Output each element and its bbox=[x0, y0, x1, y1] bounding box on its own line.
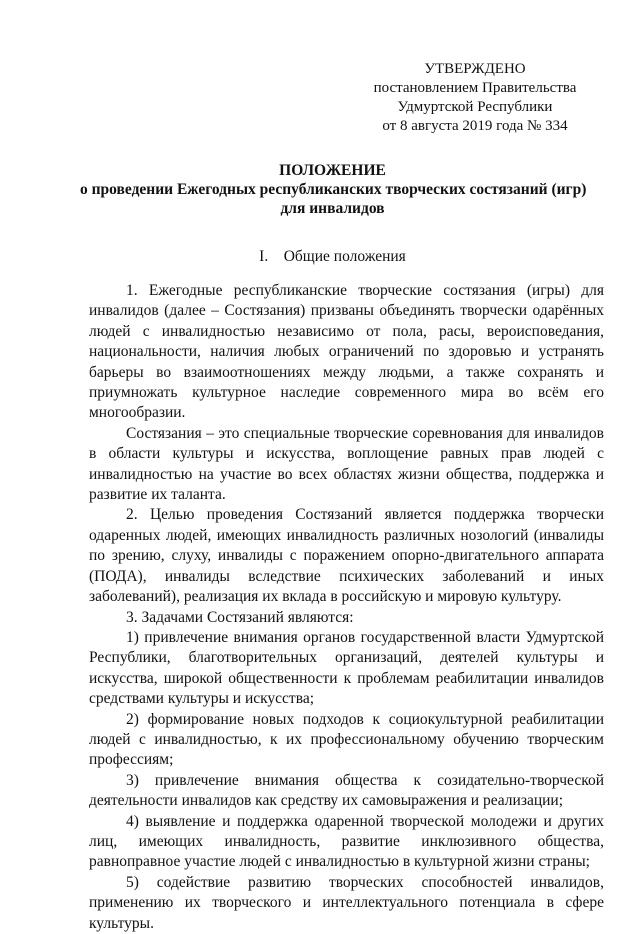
paragraph-1: 1. Ежегодные республиканские творческие состязания (игры) для инвалидов (далее – Состязания) призваны объединять творчески одарённых людей с инвалидностью независимо от пола, расы, вероисповедания, национальности, наличия любых ограничений по здоровью и устранять барьеры во взаимоотношениях между людьми, а также сохранять и приумножать культурное наследие современного мира во всём его многообразии. bbox=[89, 282, 604, 422]
paragraph-8: 4) выявление и поддержка одаренной творческой молодежи и других лиц, имеющих инвалидность, развитие инклюзивного общества, равноправное участие людей с инвалидностью в культурной жизни страны; bbox=[89, 812, 604, 871]
paragraph-2: Состязания – это специальные творческие соревнования для инвалидов в области культуры и искусства, воплощение равных прав людей с инвалидностью на участие во всех областях жизни общества, поддержка и развитие их таланта. bbox=[89, 424, 604, 504]
document-body bbox=[89, 281, 604, 934]
paragraph-9: 5) содействие развитию творческих способностей инвалидов, применению их творческого и интеллектуального потенциала в сфере культуры. bbox=[89, 873, 604, 932]
paragraph-7: 3) привлечение внимания общества к созидательно-творческой деятельности инвалидов как средству их самовыражения и реализации; bbox=[89, 771, 604, 810]
title-main: ПОЛОЖЕНИЕ bbox=[279, 162, 386, 179]
paragraph-3: 2. Целью проведения Состязаний является поддержка творчески одаренных людей, имеющих инвалидность различных нозологий (инвалиды по зрению, слуху, инвалиды с поражением опорно-двигательного аппарата (ПОДА), инвалиды вследствие психических заболеваний и иных заболеваний), реализация их вклада в российскую и мировую культуру. bbox=[89, 506, 604, 606]
approval-line-date: от 8 августа 2019 года № 334 bbox=[382, 118, 568, 134]
approval-line-approved: УТВЕРЖДЕНО bbox=[424, 61, 526, 77]
approval-line-resolution: постановлением Правительства bbox=[373, 80, 577, 96]
paragraph-6: 2) формирование новых подходов к социокультурной реабилитации людей с инвалидностью, к их профессиональному обучению творческим профессиям; bbox=[89, 710, 604, 769]
title-subtitle-2: для инвалидов bbox=[280, 200, 385, 217]
document-title bbox=[80, 161, 585, 218]
title-subtitle-1: о проведении Ежегодных республиканских творческих состязаний (игр) bbox=[80, 181, 587, 198]
paragraph-5: 1) привлечение внимания органов государственной власти Удмуртской Республики, благотворительных организаций, деятелей культуры и искусства, широкой общественности к проблемам реабилитации инвалидов средствами культуры и искусства; bbox=[89, 628, 604, 708]
section-heading: I. Общие положения bbox=[259, 248, 406, 265]
approval-stamp bbox=[350, 60, 600, 136]
paragraph-4: 3. Задачами Состязаний являются: bbox=[126, 608, 354, 626]
approval-line-republic: Удмуртской Республики bbox=[397, 99, 553, 115]
